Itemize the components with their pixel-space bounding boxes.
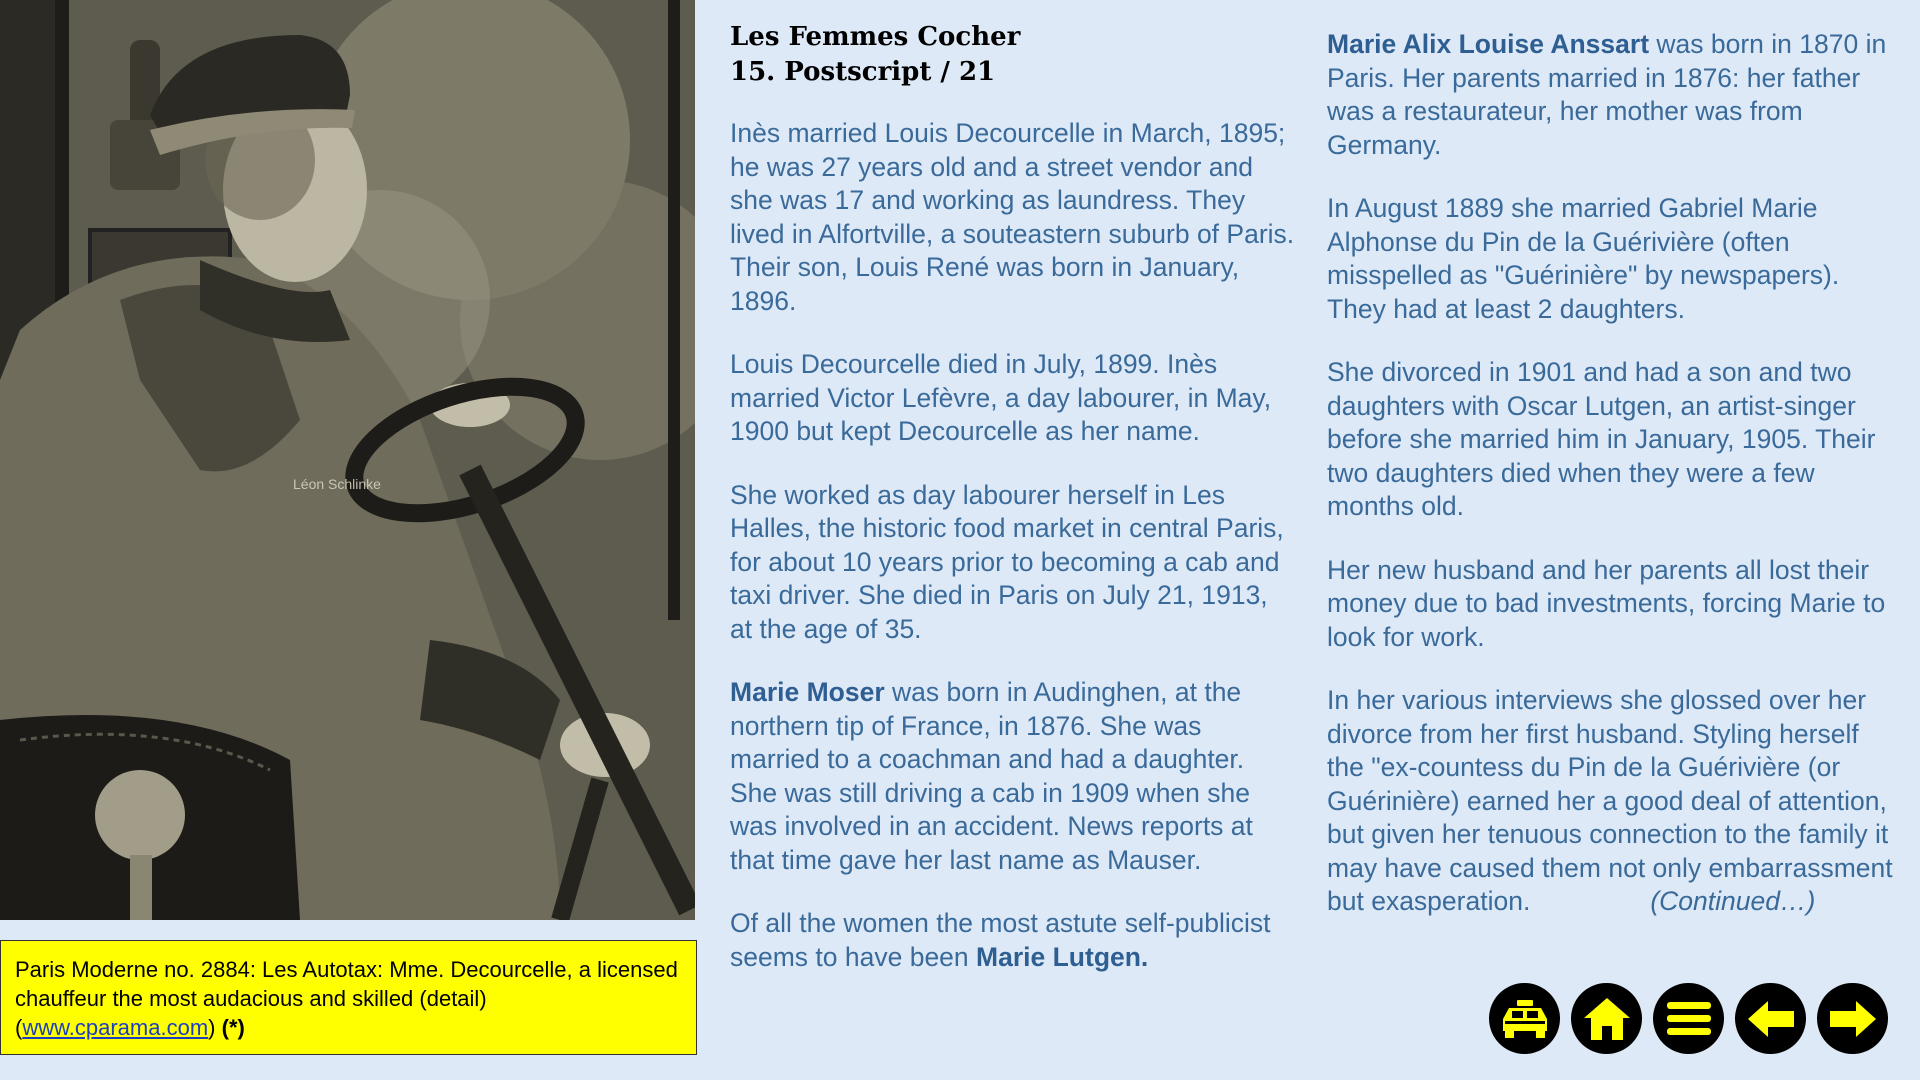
col2-paragraph-4: Her new husband and her parents all lost their money due to bad investments, forcing Marie to look for work. [1327, 554, 1886, 652]
photo-illustration [0, 0, 695, 920]
photo-decourcelle [0, 0, 695, 920]
name-marie-moser: Marie Moser [730, 677, 885, 707]
title-line-1: Les Femmes Cocher [730, 22, 1021, 52]
caption-text: Paris Moderne no. 2884: Les Autotax: Mme. Decourcelle, a licensed chauffeur the most audacious and skilled (detail) ( [15, 957, 678, 1040]
name-marie-lutgen: Marie Lutgen. [976, 941, 1149, 972]
arrow-left-icon [1748, 1001, 1794, 1037]
nav-bar [1489, 983, 1888, 1054]
page-title [730, 20, 1020, 90]
continued-label: (Continued…) [1650, 886, 1816, 916]
menu-button[interactable] [1653, 983, 1724, 1054]
text-column-1 [730, 117, 1295, 1004]
col2-paragraph-3: She divorced in 1901 and had a son and two daughters with Oscar Lutgen, an artist-singer before she married him in January, 1905. Their two daughters died when they were a few months old. [1327, 357, 1876, 521]
col1-paragraph-4 [730, 676, 1295, 877]
col2-paragraph-5 [1327, 684, 1902, 919]
caption-link[interactable]: www.cparama.com [22, 1015, 209, 1040]
col1-paragraph-5 [730, 907, 1295, 974]
col1-paragraph-1: Inès married Louis Decourcelle in March, 1895; he was 27 years old and a street vendor and she was 17 and working as laundress. They lived in Alfortville, a souteastern suburb of Paris. Their son, Louis René was born in January, 1896. [730, 118, 1295, 316]
title-line-2: 15. Postscript / 21 [730, 57, 996, 87]
caption-mark: (*) [221, 1015, 245, 1040]
next-button[interactable] [1817, 983, 1888, 1054]
text-column-2 [1327, 28, 1902, 949]
home-icon [1582, 996, 1632, 1042]
taxi-icon [1499, 999, 1551, 1039]
name-marie-anssart: Marie Alix Louise Anssart [1327, 29, 1650, 59]
previous-button[interactable] [1735, 983, 1806, 1054]
col2-paragraph-1-text: was born in 1870 in Paris. Her parents married in 1876: her father was a restaurateur, her mother was from Germany. [1327, 29, 1887, 160]
col2-paragraph-5-text: In her various interviews she glossed over her divorce from her first husband. Styling herself the "ex-countess du Pin de la Guérivière (or Guérinière) earned her a good deal of attention, but given her tenuous connection to the family it may have caused them not only embarrassment but exasperation. [1327, 685, 1893, 916]
col2-paragraph-1 [1327, 28, 1902, 162]
taxi-button[interactable] [1489, 983, 1560, 1054]
col2-paragraph-2: In August 1889 she married Gabriel Marie Alphonse du Pin de la Guérivière (often misspelled as "Guérinière" by newspapers). They had at least 2 daughters. [1327, 193, 1840, 324]
photo-watermark: Léon Schlinke [293, 476, 381, 492]
menu-icon [1667, 1000, 1711, 1038]
home-button[interactable] [1571, 983, 1642, 1054]
col1-paragraph-3: She worked as day labourer herself in Les Halles, the historic food market in central Paris, for about 10 years prior to becoming a cab and taxi driver. She died in Paris on July 21, 1913, at the age of 35. [730, 479, 1284, 644]
arrow-right-icon [1830, 1001, 1876, 1037]
caption-after: ) [208, 1015, 222, 1040]
photo-caption [0, 940, 697, 1055]
col1-paragraph-5-text: Of all the women the most astute self-publicist seems to have been [730, 908, 1271, 972]
col1-paragraph-2: Louis Decourcelle died in July, 1899. Inès married Victor Lefèvre, a day labourer, in May, 1900 but kept Decourcelle as her name. [730, 349, 1272, 446]
col1-paragraph-4-text: was born in Audinghen, at the northern tip of France, in 1876. She was married to a coachman and had a daughter. She was still driving a cab in 1909 when she was involved in an accident. News reports at that time gave her last name as Mauser. [730, 677, 1253, 875]
